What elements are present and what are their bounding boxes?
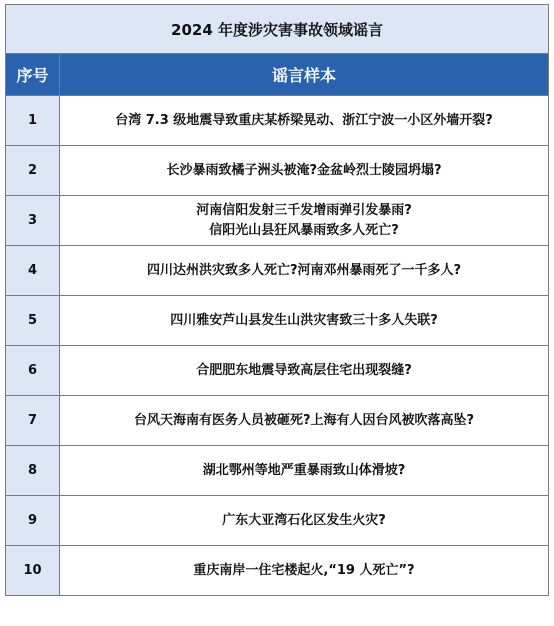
row-rumor-text (60, 396, 549, 446)
row-rumor-text (60, 496, 549, 546)
row-index: 4 (6, 246, 60, 296)
table-header-row (6, 54, 549, 96)
rumor-text-line: 信阳光山县狂风暴雨致多人死亡? (209, 222, 399, 238)
rumor-text-line: 台风天海南有医务人员被砸死?上海有人因台风被吹落高坠? (133, 412, 475, 428)
row-index: 8 (6, 446, 60, 496)
table-row (6, 346, 549, 396)
rumor-text-line: 长沙暴雨致橘子洲头被淹?金盆岭烈士陵园坍塌? (166, 162, 442, 178)
row-rumor-text (60, 296, 549, 346)
rumor-text-line: 台湾 7.3 级地震导致重庆某桥梁晃动、浙江宁波一小区外墙开裂? (115, 112, 493, 128)
rumor-text-line: 湖北鄂州等地严重暴雨致山体滑坡? (202, 462, 406, 478)
table-row (6, 246, 549, 296)
row-index: 5 (6, 296, 60, 346)
row-rumor-text (60, 346, 549, 396)
row-index: 10 (6, 546, 60, 596)
table-row (6, 196, 549, 246)
table-row (6, 96, 549, 146)
table-title-row (6, 5, 549, 54)
row-rumor-text (60, 96, 549, 146)
row-rumor-text (60, 146, 549, 196)
rumor-text-line: 四川达州洪灾致多人死亡?河南邓州暴雨死了一千多人? (146, 262, 462, 278)
table-row (6, 396, 549, 446)
table-row (6, 146, 549, 196)
row-rumor-text (60, 196, 549, 246)
rumor-table-container (5, 4, 548, 622)
header-sample: 谣言样本 (60, 54, 549, 96)
rumor-text-line: 四川雅安芦山县发生山洪灾害致三十多人失联? (170, 312, 438, 328)
row-rumor-text (60, 446, 549, 496)
rumor-text-line: 合肥肥东地震导致高层住宅出现裂缝? (196, 362, 412, 378)
rumor-text-line: 重庆南岸一住宅楼起火,“19 人死亡”? (193, 562, 415, 578)
row-rumor-text (60, 546, 549, 596)
row-rumor-text (60, 246, 549, 296)
row-index: 1 (6, 96, 60, 146)
row-index: 2 (6, 146, 60, 196)
rumor-text-line: 河南信阳发射三千发增雨弹引发暴雨? (196, 202, 412, 218)
row-index: 7 (6, 396, 60, 446)
header-index: 序号 (6, 54, 60, 96)
row-index: 3 (6, 196, 60, 246)
row-index: 9 (6, 496, 60, 546)
table-row (6, 446, 549, 496)
table-row (6, 296, 549, 346)
rumor-table (5, 4, 549, 596)
table-title: 2024 年度涉灾害事故领域谣言 (6, 5, 549, 54)
table-row (6, 496, 549, 546)
row-index: 6 (6, 346, 60, 396)
rumor-text-line: 广东大亚湾石化区发生火灾? (222, 512, 386, 528)
table-row (6, 546, 549, 596)
